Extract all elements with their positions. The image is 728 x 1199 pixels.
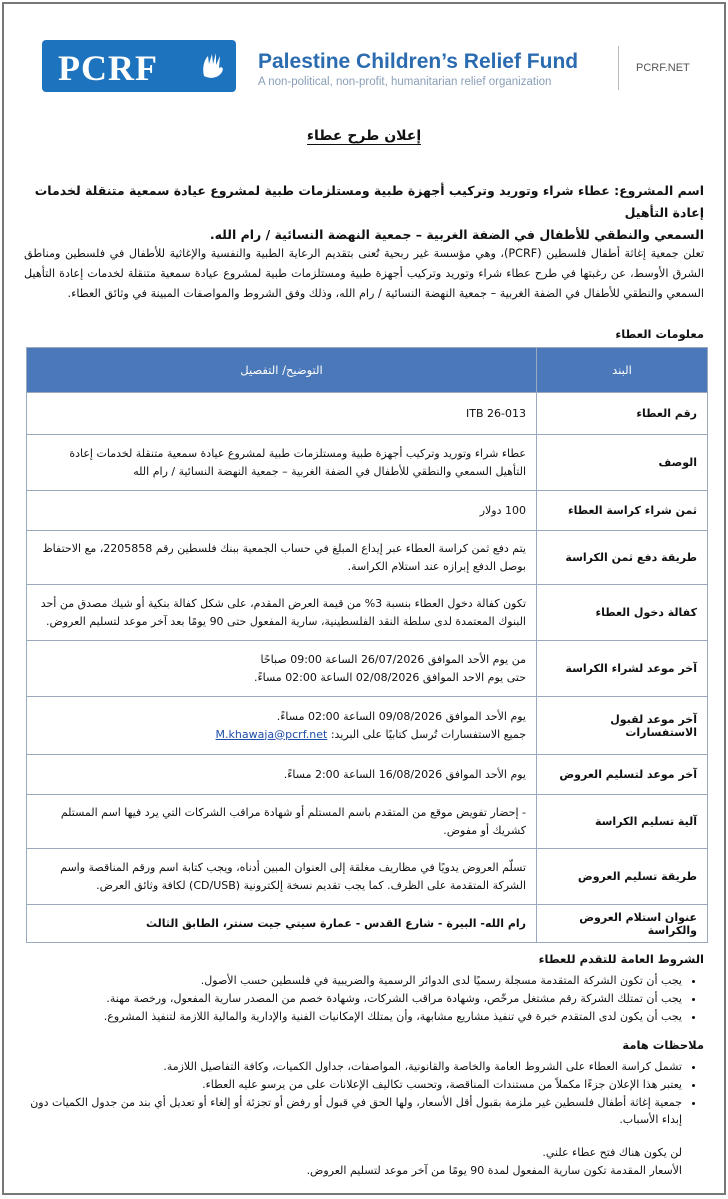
org-tagline: A non-political, non-profit, humanitarian relief organization bbox=[258, 76, 552, 88]
row-value: ITB 26-013 bbox=[27, 393, 537, 435]
org-url: PCRF.NET bbox=[636, 62, 690, 74]
row-label: الوصف bbox=[537, 435, 708, 491]
table-row bbox=[27, 697, 708, 755]
row-label: رقم العطاء bbox=[537, 393, 708, 435]
col-item-header: البند bbox=[537, 348, 708, 393]
logo-text: PCRF bbox=[58, 48, 158, 88]
org-name: Palestine Children’s Relief Fund bbox=[258, 50, 579, 73]
notes-title: ملاحظات هامة bbox=[622, 1038, 704, 1052]
general-conditions-list bbox=[24, 972, 704, 1026]
col-detail-header: التوضيح/ التفصيل bbox=[27, 348, 537, 393]
table-row bbox=[27, 849, 708, 905]
table-row bbox=[27, 531, 708, 585]
row-value: عطاء شراء وتوريد وتركيب أجهزة طبية ومستلزمات طبية لمشروع عيادة سمعية متنقلة لخدمات إعادة التأهيل السمعي والنطقي للأطفال في الضفة الغربية – جمعية النهضة النسائية / رام الله bbox=[27, 435, 537, 491]
table-row bbox=[27, 393, 708, 435]
table-row bbox=[27, 435, 708, 491]
table-row bbox=[27, 905, 708, 943]
tender-info-table bbox=[26, 347, 708, 943]
row-value: تسلّم العروض يدويًا في مظاريف مغلقة إلى العنوان المبين أدناه، ويجب كتابة اسم ورقم المناقصة واسم الشركة المتقدمة على الظرف. كما يجب تقديم نسخة إلكترونية (CD/USB) لكافة وثائق العرض. bbox=[27, 849, 537, 905]
list-item: • يجب أن تكون الشركة المتقدمة مسجلة رسميًا لدى الدوائر الرسمية والضريبية في فلسطين حسب الأصول. bbox=[24, 972, 682, 989]
row-label: ثمن شراء كراسة العطاء bbox=[537, 491, 708, 531]
list-item: • يعتبر هذا الإعلان جزءًا مكملاً من مستندات المناقصة، وتحسب تكاليف الإعلانات على من يرسو عليه العطاء. bbox=[24, 1076, 682, 1093]
row-value: يوم الأحد الموافق 16/08/2026 الساعة 2:00 مساءً. bbox=[27, 755, 537, 795]
tender-ad-page bbox=[2, 2, 726, 1195]
table-row bbox=[27, 641, 708, 697]
hands-icon bbox=[200, 50, 226, 82]
row-label: طريقة تسليم العروض bbox=[537, 849, 708, 905]
row-label: آخر موعد لشراء الكراسة bbox=[537, 641, 708, 697]
pcrf-logo bbox=[42, 40, 236, 92]
table-row bbox=[27, 795, 708, 849]
page-title: إعلان طرح عطاء bbox=[306, 128, 422, 144]
info-section-title: معلومات العطاء bbox=[615, 327, 704, 341]
row-label: عنوان استلام العروض والكراسة bbox=[537, 905, 708, 943]
row-label: طريقة دفع ثمن الكراسة bbox=[537, 531, 708, 585]
list-item: • تشمل كراسة العطاء على الشروط العامة والخاصة والقانونية، المواصفات، جداول الكميات، وكافة التفاصيل اللازمة. bbox=[24, 1058, 682, 1075]
table-header-row bbox=[27, 348, 708, 393]
general-conditions-title: الشروط العامة للتقدم للعطاء bbox=[538, 952, 704, 966]
row-label: آخر موعد لتسليم العروض bbox=[537, 755, 708, 795]
row-value: 100 دولار bbox=[27, 491, 537, 531]
row-value: يوم الأحد الموافق 09/08/2026 الساعة 02:00 مساءً. جميع الاستفسارات تُرسل كتابيًا على البريد: M.khawaja@pcrf.net bbox=[27, 697, 537, 755]
header bbox=[18, 24, 708, 102]
table-row bbox=[27, 585, 708, 641]
list-item: الأسعار المقدمة تكون سارية المفعول لمدة 90 يومًا من آخر موعد لتسليم العروض. bbox=[306, 1164, 682, 1177]
row-value: - إحضار تفويض موقع من المتقدم باسم المستلم أو شهادة مراقب الشركات التي يرد فيها اسم المستلم كشريك أو مفوض. bbox=[27, 795, 537, 849]
project-name: اسم المشروع: عطاء شراء وتوريد وتركيب أجهزة طبية ومستلزمات طبية لمشروع عيادة سمعية متنقلة لخدمات إعادة التأهيل السمعي والنطقي للأطفال في الضفة الغربية – جمعية النهضة النسائية / رام الله. bbox=[34, 183, 704, 242]
row-value: تكون كفالة دخول العطاء بنسبة 3% من قيمة العرض المقدم، على شكل كفالة بنكية أو شيك مصدق من أحد البنوك المعتمدة لدى سلطة النقد الفلسطينية، سارية المفعول حتى 90 يومًا بعد آخر موعد لتسليم العروض. bbox=[27, 585, 537, 641]
list-item: لن يكون هناك فتح عطاء علني. bbox=[542, 1146, 682, 1159]
intro-paragraph: تعلن جمعية إغاثة أطفال فلسطين (PCRF)، وهي مؤسسة غير ربحية تُعنى بتقديم الرعاية الطبية والنفسية والإغاثية للأطفال في فلسطين ومناطق الشرق الأوسط، عن رغبتها في طرح عطاء شراء وتوريد وتركيب أجهزة طبية ومستلزمات طبية لمشروع عيادة سمعية متنقلة لخدمات إعادة التأهيل السمعي والنطقي للأطفال في الضفة الغربية – جمعية النهضة النسائية / رام الله، وذلك وفق الشروط والمواصفات المبينة في وثائق العطاء. bbox=[24, 247, 705, 300]
row-value: يتم دفع ثمن كراسة العطاء عبر إيداع المبلغ في حساب الجمعية ببنك فلسطين رقم 2205858، مع الاحتفاظ بوصل الدفع إبرازه عند استلام الكراسة. bbox=[27, 531, 537, 585]
email-link[interactable]: M.khawaja@pcrf.net bbox=[215, 727, 328, 741]
table-row bbox=[27, 755, 708, 795]
table-row bbox=[27, 491, 708, 531]
list-item: • يجب أن تمتلك الشركة رقم مشتغل مرخّص، وشهادة مراقب الشركات، وشهادة خصم من المصدر سارية المفعول، ورخصة مهنة. bbox=[24, 990, 682, 1007]
row-label: آلية تسليم الكراسة bbox=[537, 795, 708, 849]
header-divider bbox=[618, 46, 619, 90]
row-label: كفالة دخول العطاء bbox=[537, 585, 708, 641]
row-value: رام الله- البيرة - شارع القدس - عمارة سيتي جيت سنتر، الطابق الثالث bbox=[27, 905, 537, 943]
list-item: • يجب أن يكون لدى المتقدم خبرة في تنفيذ مشاريع مشابهة، وأن يمتلك الإمكانيات الفنية والإدارية والمالية اللازمة لتنفيذ المشروع. bbox=[24, 1008, 682, 1025]
row-label: آخر موعد لقبول الاستفسارات bbox=[537, 697, 708, 755]
notes-list bbox=[24, 1058, 704, 1129]
notes-extra-list bbox=[24, 1144, 704, 1180]
row-value: من يوم الأحد الموافق 26/07/2026 الساعة 09:00 صباحًا حتى يوم الاحد الموافق 02/08/2026 الساعة 02:00 مساءً. bbox=[27, 641, 537, 697]
list-item: • جمعية إغاثة أطفال فلسطين غير ملزمة بقبول أقل الأسعار، ولها الحق في قبول أو رفض أو تجزئة أو إلغاء أو تعديل أي بند من جدول الكميات دون إبداء الأسباب. bbox=[24, 1094, 682, 1128]
